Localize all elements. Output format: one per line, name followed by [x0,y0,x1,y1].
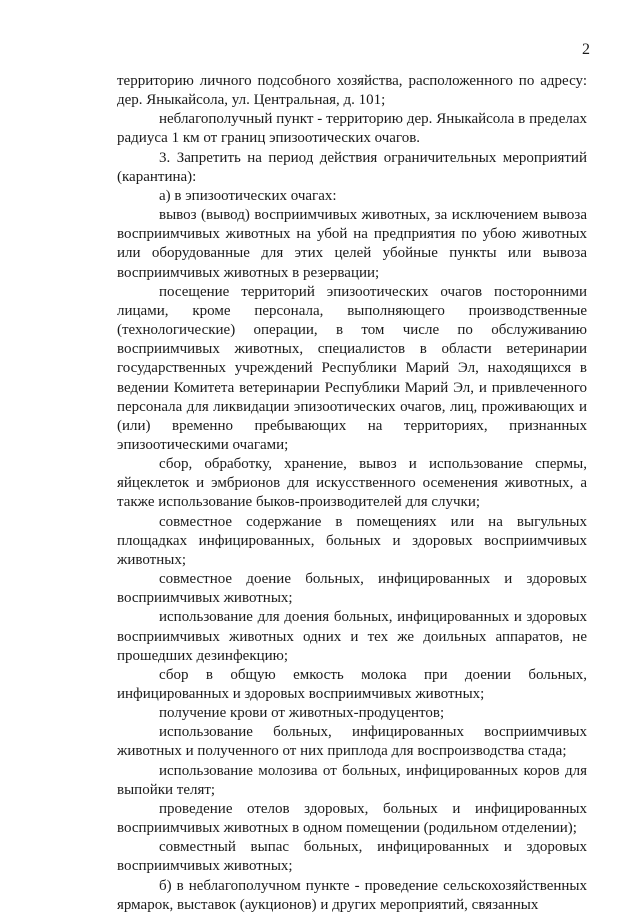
paragraph: получение крови от животных-продуцентов; [159,705,445,722]
paragraph: 3. Запретить на период действия ограничительных мероприятий (карантина): [117,149,587,185]
paragraph: совместное содержание в помещениях или на выгульных площадках инфицированных, больных и здоровых восприимчивых животных; [117,513,587,568]
paragraph: неблагополучный пункт - территорию дер. Яныкайсола в пределах радиуса 1 км от границ эпизоотических очагов. [117,111,587,147]
paragraph: совместный выпас больных, инфицированных и здоровых восприимчивых животных; [117,839,587,875]
paragraph: посещение территорий эпизоотических очагов посторонними лицами, кроме персонала, выполняющего производственные (технологические) операции, в том числе по обслуживанию восприимчивых животных, специалистов в области ветеринарии государственных учреждений Республики Марий Эл, находящихся в ведении Комитета ветеринарии Республики Марий Эл, и привлеченного персонала для ликвидации эпизоотических очагов, лиц, проживающих и (или) временно пребывающих на территориях, признанных эпизоотическими очагами; [117,283,587,453]
paragraph: сбор, обработку, хранение, вывоз и использование спермы, яйцеклеток и эмбрионов для искусственного осеменения животных, а также использование быков-производителей для случки; [117,456,587,511]
paragraph: использование молозива от больных, инфицированных коров для выпойки телят; [117,762,587,798]
paragraph: совместное доение больных, инфицированных и здоровых восприимчивых животных; [117,571,587,607]
paragraph: проведение отелов здоровых, больных и инфицированных восприимчивых животных в одном помещении (родильном отделении); [117,800,587,837]
paragraph: использование больных, инфицированных восприимчивых животных и полученного от них приплода для воспроизводства стада; [117,724,587,760]
paragraph: б) в неблагополучном пункте - проведение сельскохозяйственных ярмарок, выставок (аукционов) и других мероприятий, связанных [117,877,587,913]
paragraph: сбор в общую емкость молока при доении больных, инфицированных и здоровых восприимчивых животных; [117,666,587,702]
paragraph: территорию личного подсобного хозяйства, расположенного по адресу: дер. Яныкайсола, ул. Центральная, д. 101; [117,73,587,109]
document-body [117,72,587,915]
paragraph: вывоз (вывод) восприимчивых животных, за исключением вывоза восприимчивых животных на убой на предприятия по убою животных или оборудованные для этих целей убойные пункты или вывоза восприимчивых животных в резервации; [117,207,587,281]
paragraph: а) в эпизоотических очагах: [159,187,337,204]
page-number: 2 [582,41,590,58]
paragraph: использование для доения больных, инфицированных и здоровых восприимчивых животных одних и тех же доильных аппаратов, не прошедших дезинфекцию; [117,609,587,664]
